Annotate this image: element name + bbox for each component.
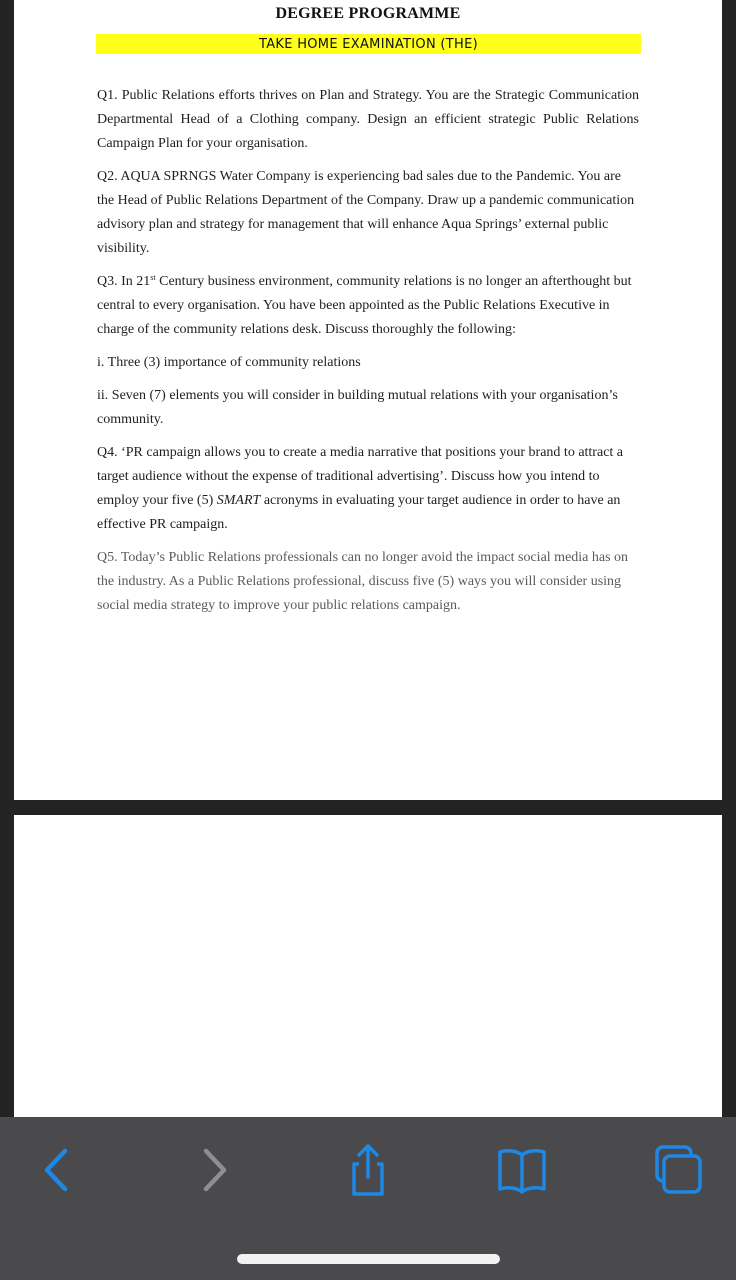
question-3 [97, 270, 639, 342]
question-3-part-ii: ii. Seven (7) elements you will consider in building mutual relations with your organisation’s community. [97, 388, 618, 427]
forward-chevron-icon [194, 1145, 234, 1195]
question-5: Q5. Today’s Public Relations professionals can no longer avoid the impact social media has on the industry. As a Public Relations professional, discuss five (5) ways you will consider using social media strategy to improve your public relations campaign. [97, 550, 629, 613]
forward-button[interactable] [184, 1140, 244, 1200]
question-3-text-start: Q3. In 21 [97, 274, 151, 289]
bookmarks-button[interactable] [492, 1140, 552, 1200]
back-chevron-icon [37, 1145, 77, 1195]
document-content [97, 84, 639, 627]
bookmarks-book-icon [494, 1145, 550, 1195]
share-icon [343, 1142, 393, 1198]
question-4-text-end: acronyms in evaluating your target audience in order to have an effective PR campaign. [97, 493, 621, 532]
share-button[interactable] [338, 1140, 398, 1200]
home-indicator[interactable] [237, 1254, 500, 1264]
question-3-superscript: st [150, 273, 156, 282]
tabs-button[interactable] [647, 1140, 707, 1200]
question-3-text-end: Century business environment, community relations is no longer an afterthought but central to every organisation. You have been appointed as the Public Relations Executive in charge of the community relations desk. Discuss thoroughly the following: [97, 274, 632, 337]
page-title: DEGREE PROGRAMME [275, 5, 461, 22]
tabs-icon [649, 1142, 705, 1198]
question-1: Q1. Public Relations efforts thrives on Plan and Strategy. You are the Strategic Communication Departmental Head of a Clothing company. Design an efficient strategic Public Relations Campaign Plan for your organisation. [97, 88, 639, 151]
question-4-text-start: Q4. ‘PR campaign allows you to create a media narrative that positions your brand to attract a target audience without the expense of traditional advertising’. Discuss how you intend to employ your five (5) [97, 445, 624, 508]
question-2: Q2. AQUA SPRNGS Water Company is experiencing bad sales due to the Pandemic. You are the Head of Public Relations Department of the Company. Draw up a pandemic communication advisory plan and strategy for management that will enhance Aqua Springs’ external public visibility. [97, 169, 635, 256]
question-4-smart: SMART [216, 493, 261, 508]
question-3-part-i: i. Three (3) importance of community relations [97, 355, 361, 370]
question-4 [97, 441, 639, 537]
exam-banner: TAKE HOME EXAMINATION (THE) [96, 34, 641, 54]
back-button[interactable] [27, 1140, 87, 1200]
document-page-2 [14, 815, 722, 1117]
